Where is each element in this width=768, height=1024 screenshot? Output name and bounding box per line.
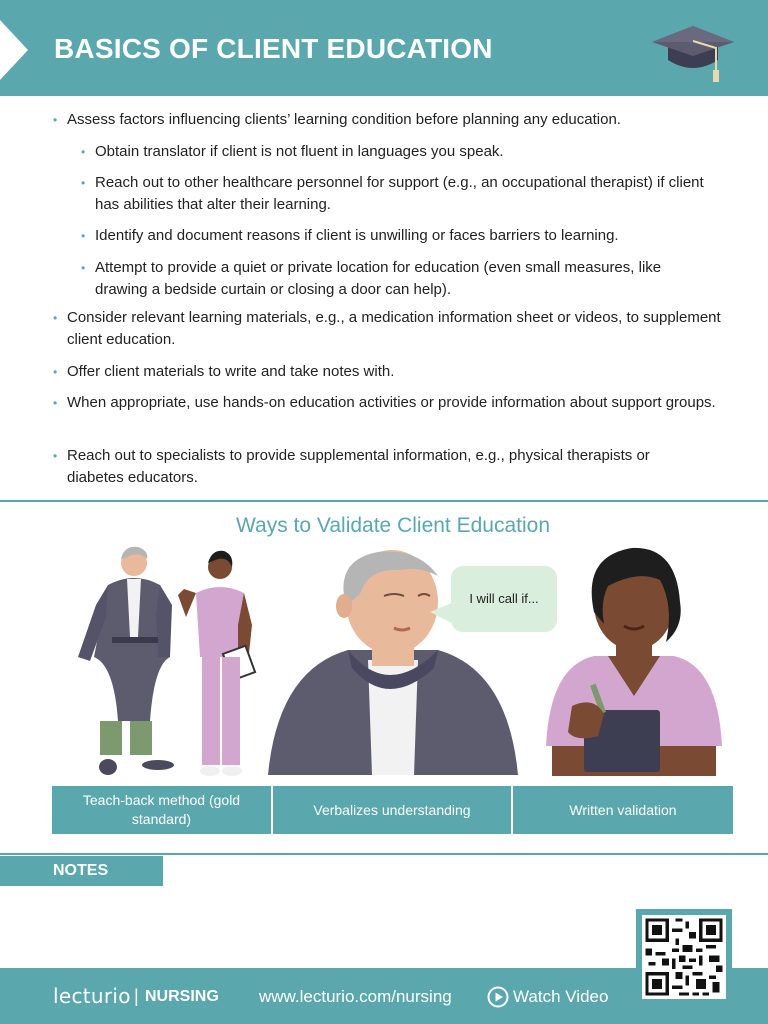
sub-bullet-2: • Reach out to other healthcare personnel for support (e.g., an occupational therapist) if client has abilities that alter their learning.	[81, 174, 704, 213]
verbalizes-label: Verbalizes understanding	[273, 786, 511, 834]
sub-bullet-4: • Attempt to provide a quiet or private location for education (even small measures, like drawing a bedside curtain or closing a door can help).	[81, 259, 662, 298]
bullet-text: Offer client materials to write and take notes with.	[67, 363, 395, 380]
bullet-text: Reach out to specialists to provide supplemental information, e.g., physical therapists or diabetes educators.	[67, 447, 650, 486]
watch-video-link[interactable]: Watch Video	[513, 987, 609, 1006]
logo-separator: |	[134, 986, 139, 1006]
written-validation-illustration	[546, 546, 722, 776]
bullet-text: Attempt to provide a quiet or private location for education (even small measures, like drawing a bedside curtain or closing a door can help).	[95, 259, 662, 298]
section-divider	[0, 500, 768, 502]
sub-bullet-3: • Identify and document reasons if client is unwilling or faces barriers to learning.	[81, 227, 619, 244]
bullet-5: • Reach out to specialists to provide supplemental information, e.g., physical therapists or diabetes educators.	[53, 447, 650, 486]
play-icon[interactable]	[487, 986, 509, 1008]
page-title: BASICS OF CLIENT EDUCATION	[54, 33, 493, 64]
bullet-4: • When appropriate, use hands-on education activities or provide information about support groups.	[53, 394, 716, 411]
brand-label: NURSING	[145, 988, 219, 1005]
notes-divider	[0, 853, 768, 855]
bullet-text: Reach out to other healthcare personnel for support (e.g., an occupational therapist) if client has abilities that alter their learning.	[95, 174, 704, 213]
bullet-text: Assess factors influencing clients’ learning condition before planning any education.	[67, 111, 621, 128]
bullet-1: • Assess factors influencing clients’ learning condition before planning any education.	[53, 111, 621, 128]
bullet-text: Obtain translator if client is not fluent in languages you speak.	[95, 143, 504, 160]
bullet-text: Consider relevant learning materials, e.g., a medication information sheet or videos, to supplement client education.	[67, 309, 721, 348]
sub-bullet-1: • Obtain translator if client is not fluent in languages you speak.	[81, 143, 504, 160]
section-title: Ways to Validate Client Education	[236, 514, 550, 537]
teach-back-illustration	[72, 545, 262, 780]
graduation-cap-icon	[650, 22, 736, 84]
bullet-2: • Consider relevant learning materials, e.g., a medication information sheet or videos, to supplement client education.	[53, 309, 721, 348]
bullet-3: • Offer client materials to write and take notes with.	[53, 363, 395, 380]
lecturio-logo: lecturio	[53, 984, 131, 1008]
website-link[interactable]: www.lecturio.com/nursing	[259, 987, 452, 1006]
qr-code[interactable]	[642, 915, 726, 999]
notes-label: NOTES	[53, 862, 109, 879]
header-arrow-shape	[0, 20, 28, 80]
speech-text: I will call if...	[469, 591, 539, 606]
bullet-text: Identify and document reasons if client is unwilling or faces barriers to learning.	[95, 227, 619, 244]
written-validation-label: Written validation	[513, 786, 733, 834]
bullet-text: When appropriate, use hands-on education activities or provide information about support groups.	[67, 394, 716, 411]
teach-back-label: Teach-back method (gold standard)	[52, 786, 271, 834]
